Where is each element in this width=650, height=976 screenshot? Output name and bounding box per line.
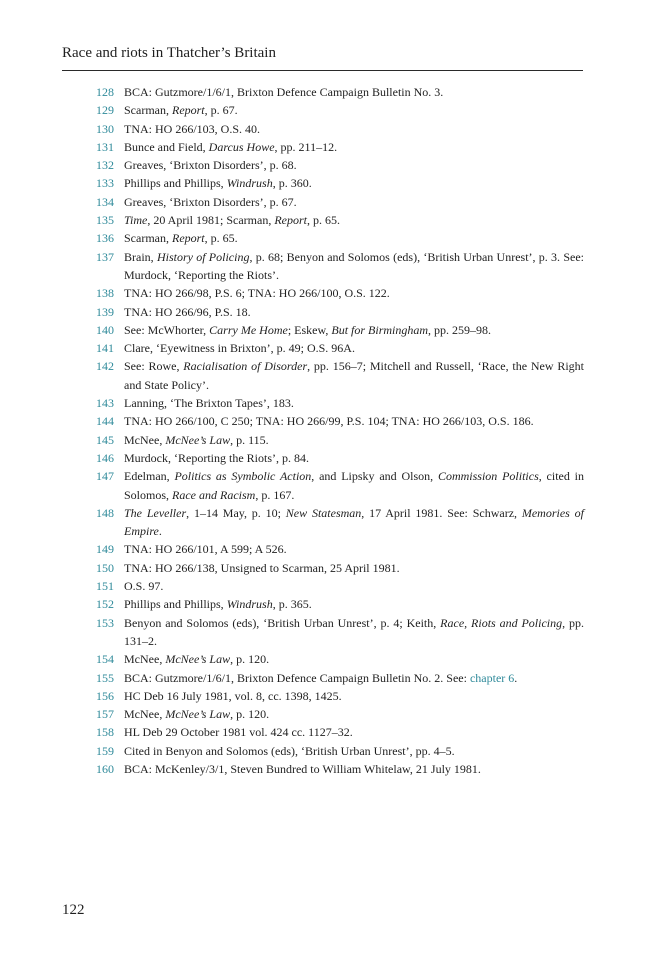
endnote-item — [96, 357, 584, 394]
text-run: BCA: Gutzmore/1/6/1, Brixton Defence Campaign Bulletin No. 3. — [124, 85, 444, 99]
endnote-text — [124, 357, 584, 394]
italic-title: Race, Riots and Policing — [440, 615, 563, 630]
endnote-text — [124, 138, 584, 156]
text-run: , p. 65. — [204, 231, 238, 246]
endnote-item — [96, 412, 584, 430]
endnote-item — [96, 156, 584, 174]
endnote-text — [124, 723, 584, 741]
endnote-text — [124, 449, 584, 467]
running-header: Race and riots in Thatcher’s Britain — [62, 45, 583, 71]
endnote-text — [124, 705, 584, 723]
text-run: See: McWhorter, — [124, 322, 210, 337]
text-run: Phillips and Phillips, — [124, 176, 227, 191]
text-run: , pp. 131–2. — [124, 615, 585, 648]
endnote-number[interactable]: 130 — [96, 121, 114, 136]
text-run: , pp. 259–98. — [428, 322, 492, 337]
endnote-item — [96, 742, 584, 760]
endnote-number[interactable]: 156 — [96, 688, 114, 703]
text-run: McNee, — [124, 707, 166, 722]
text-run: , and Lipsky and Olson, — [311, 469, 438, 484]
endnote-number[interactable]: 151 — [96, 579, 114, 594]
italic-title: Race and Racism — [172, 487, 256, 502]
endnote-item — [96, 504, 584, 541]
endnote-item — [96, 431, 584, 449]
endnote-text — [124, 577, 584, 595]
endnote-item — [96, 559, 584, 577]
endnote-text — [124, 211, 584, 229]
text-run: , 17 April 1981. See: Schwarz, — [361, 505, 522, 520]
endnote-text — [124, 193, 584, 211]
endnote-number[interactable]: 140 — [96, 322, 114, 337]
text-run: Scarman, — [124, 103, 172, 118]
endnote-text — [124, 540, 584, 558]
text-run: McNee, — [124, 432, 166, 447]
text-run: TNA: HO 266/96, P.S. 18. — [124, 304, 251, 319]
endnote-text — [124, 284, 584, 302]
endnote-text — [124, 687, 584, 705]
endnote-text — [124, 467, 584, 504]
endnote-number[interactable]: 128 — [96, 85, 114, 99]
italic-title: Politics as Symbolic Action — [174, 469, 312, 484]
endnote-item — [96, 120, 584, 138]
endnote-item — [96, 303, 584, 321]
endnote-text — [124, 504, 584, 541]
text-run: , pp. 211–12. — [274, 139, 338, 154]
italic-title: Carry Me Home — [209, 322, 288, 337]
endnote-number[interactable]: 136 — [96, 231, 114, 246]
endnote-number[interactable]: 160 — [96, 761, 114, 776]
endnote-text — [124, 83, 584, 101]
endnote-item — [96, 193, 584, 211]
italic-title: Windrush — [226, 597, 273, 612]
text-run: , pp. 156–7; Mitchell and Russell, ‘Race, the New Right and State Policy’. — [124, 359, 585, 392]
endnote-item — [96, 83, 584, 101]
italic-title: Report — [171, 231, 205, 246]
text-run: , p. 115. — [230, 432, 269, 447]
endnote-number[interactable]: 132 — [96, 158, 114, 173]
endnote-item — [96, 540, 584, 558]
endnote-text — [124, 614, 584, 651]
endnote-number[interactable]: 139 — [96, 304, 114, 319]
endnote-text — [124, 248, 584, 285]
endnote-text — [124, 174, 584, 192]
text-run: Edelman, — [124, 469, 175, 484]
endnote-number[interactable]: 158 — [96, 725, 114, 740]
endnote-number[interactable]: 159 — [96, 743, 114, 758]
text-run: Greaves, ‘Brixton Disorders’, p. 68. — [124, 158, 297, 173]
endnote-number[interactable]: 137 — [96, 249, 114, 264]
endnote-number[interactable]: 154 — [96, 652, 114, 667]
chapter-link[interactable]: chapter 6 — [469, 670, 515, 685]
italic-title: The Leveller — [124, 505, 187, 520]
endnote-item — [96, 595, 584, 613]
text-run: . — [158, 524, 162, 539]
italic-title: New Statesman — [285, 505, 362, 520]
text-run: Benyon and Solomos (eds), ‘British Urban Unrest’, p. 4; Keith, — [124, 615, 441, 630]
text-run: , cited in Solomos, — [124, 469, 585, 502]
endnote-text — [124, 650, 584, 668]
italic-title: Commission Politics — [437, 469, 539, 484]
text-run: HC Deb 16 July 1981, vol. 8, cc. 1398, 1425. — [124, 688, 342, 703]
text-run: McNee, — [124, 652, 166, 667]
endnote-number[interactable]: 135 — [96, 213, 114, 228]
text-run: Cited in Benyon and Solomos (eds), ‘British Urban Unrest’, pp. 4–5. — [124, 743, 455, 758]
endnote-item — [96, 138, 584, 156]
italic-title: History of Policing — [156, 249, 250, 264]
endnote-number[interactable]: 148 — [96, 505, 114, 520]
text-run: Brain, — [124, 249, 157, 264]
text-run: . — [514, 670, 518, 685]
text-run: , p. 120. — [230, 652, 270, 667]
endnote-item — [96, 669, 584, 687]
text-run: Clare, ‘Eyewitness in Brixton’, p. 49; O.S. 96A. — [124, 341, 355, 356]
endnote-item — [96, 687, 584, 705]
endnote-text — [124, 101, 584, 119]
text-run: , p. 360. — [272, 176, 312, 191]
endnote-text — [124, 394, 584, 412]
endnote-item — [96, 467, 584, 504]
text-run: , 20 April 1981; Scarman, — [147, 213, 275, 228]
endnote-text — [124, 431, 584, 449]
endnote-text — [124, 339, 584, 357]
text-run: , p. 120. — [230, 707, 270, 722]
italic-title: Memories of Empire — [124, 505, 584, 539]
endnotes-list — [96, 83, 584, 778]
italic-title: Report — [274, 213, 307, 228]
text-run: , 1–14 May, p. 10; — [186, 505, 286, 520]
endnote-number[interactable]: 129 — [96, 103, 114, 118]
endnote-number[interactable]: 144 — [96, 414, 114, 429]
text-run: , p. 167. — [255, 487, 295, 502]
text-run: , p. 65. — [307, 213, 340, 228]
endnote-number[interactable]: 157 — [96, 707, 114, 722]
endnote-number[interactable]: 141 — [96, 341, 114, 356]
text-run: BCA: McKenley/3/1, Steven Bundred to William Whitelaw, 21 July 1981. — [124, 761, 481, 776]
text-run: Lanning, ‘The Brixton Tapes’, 183. — [124, 396, 294, 411]
endnote-item — [96, 229, 584, 247]
text-run: O.S. 97. — [124, 579, 164, 594]
endnote-item — [96, 394, 584, 412]
text-run: Murdock, ‘Reporting the Riots’, p. 84. — [124, 450, 309, 465]
endnote-text — [124, 412, 584, 430]
endnote-text — [124, 559, 584, 577]
endnote-item — [96, 248, 584, 285]
endnote-item — [96, 174, 584, 192]
italic-title: Time — [124, 213, 148, 228]
endnote-number[interactable]: 153 — [96, 615, 114, 630]
endnote-text — [124, 156, 584, 174]
endnote-text — [124, 760, 584, 778]
italic-title: Darcus Howe — [208, 139, 275, 154]
text-run: , p. 67. — [204, 103, 238, 118]
endnote-number[interactable]: 133 — [96, 176, 114, 191]
endnote-item — [96, 101, 584, 119]
endnote-number[interactable]: 150 — [96, 560, 114, 575]
endnote-number[interactable]: 138 — [96, 286, 114, 301]
endnote-number[interactable]: 146 — [96, 450, 114, 465]
endnote-item — [96, 449, 584, 467]
endnote-text — [124, 669, 584, 687]
endnote-item — [96, 577, 584, 595]
endnote-number[interactable]: 147 — [96, 469, 114, 484]
text-run: Bunce and Field, — [124, 139, 209, 154]
endnote-item — [96, 723, 584, 741]
italic-title: McNee’s Law — [165, 432, 231, 447]
italic-title: Windrush — [226, 176, 273, 191]
endnote-item — [96, 211, 584, 229]
endnote-item — [96, 321, 584, 339]
endnote-text — [124, 742, 584, 760]
text-run: BCA: Gutzmore/1/6/1, Brixton Defence Campaign Bulletin No. 2. See: — [124, 670, 470, 685]
endnote-number[interactable]: 143 — [96, 396, 114, 411]
endnote-item — [96, 284, 584, 302]
text-run: HL Deb 29 October 1981 vol. 424 cc. 1127–32. — [124, 725, 353, 740]
endnote-number[interactable]: 145 — [96, 432, 114, 447]
endnote-item — [96, 339, 584, 357]
endnote-text — [124, 120, 584, 138]
text-run: , p. 365. — [272, 597, 312, 612]
italic-title: McNee’s Law — [165, 707, 231, 722]
text-run: TNA: HO 266/98, P.S. 6; TNA: HO 266/100, O.S. 122. — [124, 286, 390, 301]
endnote-item — [96, 760, 584, 778]
page-number: 122 — [62, 902, 85, 918]
endnote-text — [124, 595, 584, 613]
endnote-text — [124, 229, 584, 247]
italic-title: Report — [171, 103, 205, 118]
text-run: TNA: HO 266/100, C 250; TNA: HO 266/99, P.S. 104; TNA: HO 266/103, O.S. 186. — [124, 414, 534, 429]
endnote-number[interactable]: 152 — [96, 597, 114, 612]
endnote-number[interactable]: 142 — [96, 359, 114, 374]
text-run: Scarman, — [124, 231, 172, 246]
text-run: TNA: HO 266/103, O.S. 40. — [124, 121, 261, 136]
endnote-item — [96, 614, 584, 651]
text-run: Greaves, ‘Brixton Disorders’, p. 67. — [124, 194, 297, 209]
text-run: TNA: HO 266/101, A 599; A 526. — [124, 542, 287, 557]
endnote-item — [96, 650, 584, 668]
text-run: Phillips and Phillips, — [124, 597, 227, 612]
italic-title: McNee’s Law — [165, 652, 231, 667]
endnote-number[interactable]: 134 — [96, 194, 114, 209]
italic-title: Racialisation of Disorder — [183, 359, 308, 374]
endnote-number[interactable]: 155 — [96, 670, 114, 685]
italic-title: But for Birmingham — [331, 322, 429, 337]
text-run: TNA: HO 266/138, Unsigned to Scarman, 25 April 1981. — [124, 560, 400, 575]
endnote-item — [96, 705, 584, 723]
endnote-text — [124, 321, 584, 339]
text-run: , p. 68; Benyon and Solomos (eds), ‘British Urban Unrest’, p. 3. See: Murdock, ‘Reporting the Riots’. — [124, 249, 584, 282]
endnote-number[interactable]: 149 — [96, 542, 114, 557]
text-run: See: Rowe, — [124, 359, 184, 374]
endnote-number[interactable]: 131 — [96, 139, 114, 154]
endnote-text — [124, 303, 584, 321]
text-run: ; Eskew, — [287, 322, 332, 337]
